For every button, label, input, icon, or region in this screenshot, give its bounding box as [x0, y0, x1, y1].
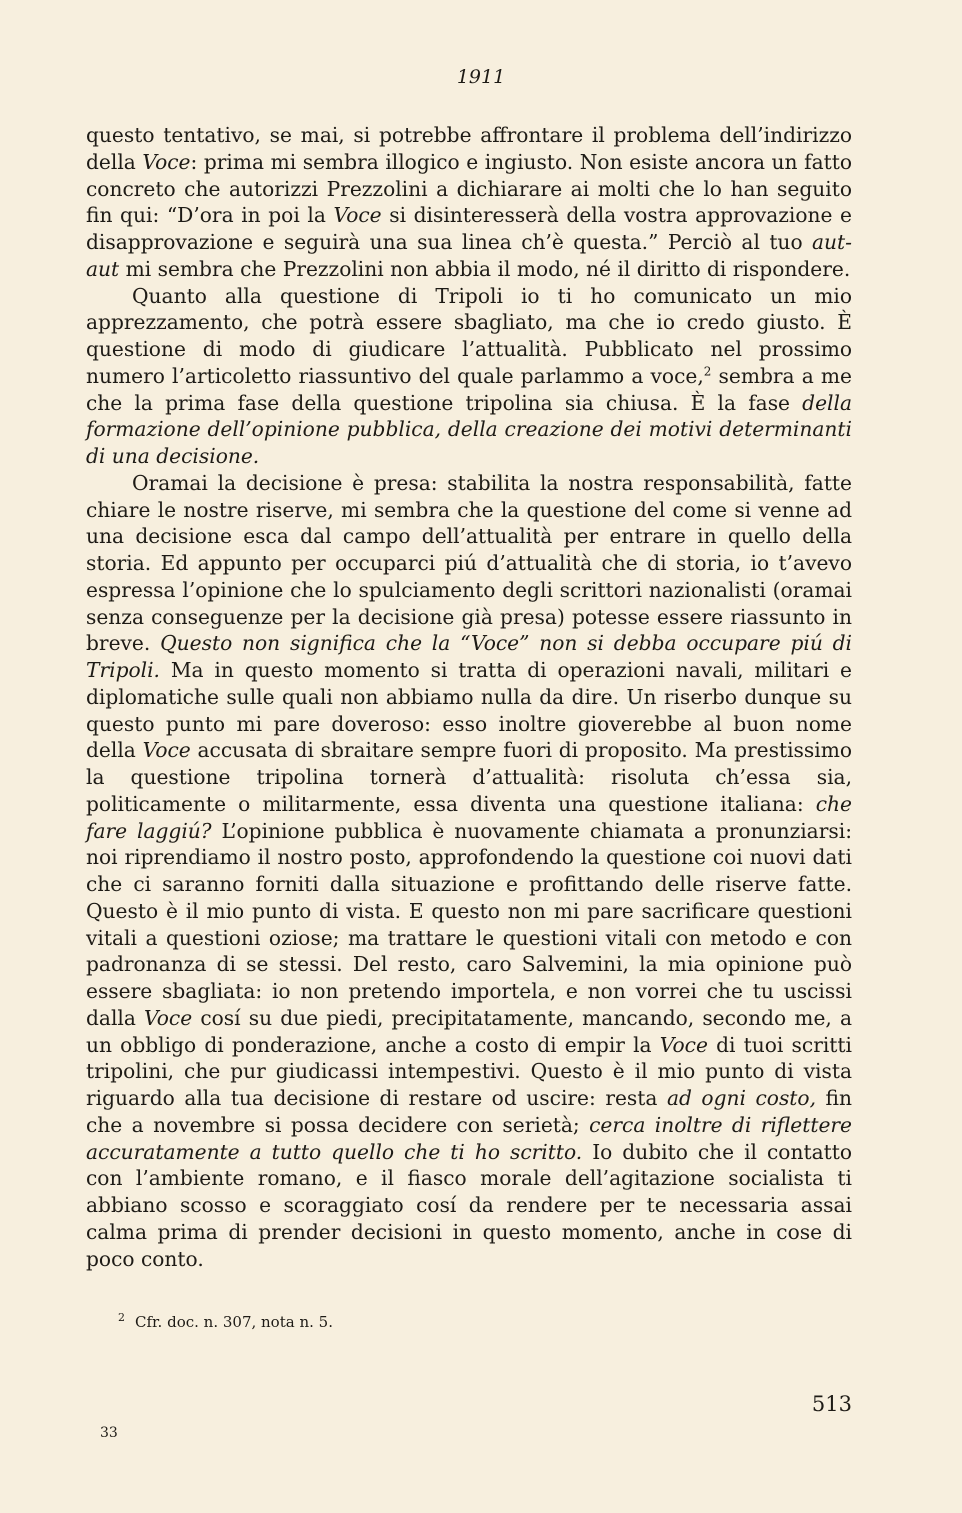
- italic-text: aut-aut: [86, 230, 852, 281]
- italic-text: Voce: [333, 203, 382, 228]
- paragraph: [86, 283, 852, 470]
- italic-text: Voce: [144, 1005, 193, 1030]
- footnote-reference: 2: [703, 364, 712, 379]
- text-run: Quanto alla questione di Tripoli io ti ho comunicato un mio apprezzamento, che potrà essere sbagliato, ma che io credo giusto. È questione di modo di giudicare l’attualità. Pubblicato nel prossimo numero l’articoletto riassuntivo del quale parlammo a voce,: [86, 283, 852, 388]
- footnote-text: Cfr. doc. n. 307, nota n. 5.: [135, 1313, 333, 1331]
- text-run: accusata di sbraitare sempre fuori di proposito. Ma prestissimo la questione tripolina tornerà d’attualità: risoluta ch’essa sia, politicamente o militarmente, essa diventa una questione italiana:: [86, 738, 852, 816]
- italic-text: Voce: [659, 1032, 708, 1057]
- italic-text: Voce: [142, 149, 191, 174]
- italic-text: Voce: [142, 738, 191, 763]
- italic-text: della formazione dell’opinione pubblica, della creazione dei motivi determinanti di una decisione.: [86, 390, 852, 468]
- text-run: Oramai la decisione è presa: stabilita la nostra responsabilità, fatte chiare le nostre riserve, mi sembra che la questione del come si venne ad una decisione esca dal campo dell’attualità per entrare in quello della storia. Ed appunto per occuparci piú d’attualità che di storia, io t’avevo espressa l’opinione che lo spulciamento degli scrittori nazionalisti (oramai senza conseguenze per la decisione già presa) potesse essere riassunto in breve.: [86, 470, 852, 656]
- text-run: sembra a me che la prima fase della questione tripolina sia chiusa. È la fase: [86, 363, 852, 415]
- italic-text: ad ogni costo,: [666, 1086, 816, 1110]
- page-number: 513: [811, 1392, 852, 1416]
- paragraph: [86, 470, 852, 1273]
- text-run: di tuoi scritti tripolini, che pur giudicassi intempestivi. Questo è il mio punto di vista riguardo alla tua decisione di restare od uscire: resta: [86, 1032, 852, 1110]
- body-text: [86, 122, 852, 1272]
- text-run: fin che a novembre si possa decidere con serietà;: [86, 1086, 852, 1137]
- italic-text: cerca inoltre di riflettere accuratamente a tutto quello che ti ho scritto.: [86, 1112, 852, 1164]
- text-run: mi sembra che Prezzolini non abbia il modo, né il diritto di rispondere.: [119, 256, 851, 281]
- paragraph: [86, 122, 852, 283]
- running-head: 1911: [456, 66, 506, 88]
- text-run: si disinteresserà della vostra approvazione e disapprovazione e seguirà una sua linea ch’è questa.” Perciò al tuo: [86, 203, 852, 254]
- text-run: : prima mi sembra illogico e ingiusto. Non esiste ancora un fatto concreto che autorizzi Prezzolini a dichiarare ai molti che lo han seguito fin qui: “D’ora in poi la: [86, 149, 852, 228]
- text-run: questo tentativo, se mai, si potrebbe affrontare il problema dell’indirizzo della: [86, 123, 852, 174]
- text-run: L’opinione pubblica è nuovamente chiamata a pronunziarsi: noi riprendiamo il nostro posto, approfondendo la questione coi nuovi dati che ci saranno forniti dalla situazione e profittando delle riserve fatte. Questo è il mio punto di vista. E questo non mi pare sacrificare questioni vitali a questioni oziose; ma trattare le questioni vitali con metodo e con padronanza di se stessi. Del resto, caro Salvemini, la mia opinione può essere sbagliata: io non pretendo importela, e non vorrei che tu uscissi dalla: [86, 818, 852, 1030]
- text-run: Ma in questo momento si tratta di operazioni navali, militari e diplomatiche sulle quali non abbiamo nulla da dire. Un riserbo dunque su questo punto mi pare doveroso: esso inoltre gioverebbe al buon nome della: [86, 658, 852, 763]
- footnote-number: 2: [118, 1311, 125, 1324]
- text-run: cosí su due piedi, precipitatamente, mancando, secondo me, a un obbligo di ponderazione, anche a costo di empir la: [86, 1005, 852, 1057]
- italic-text: Questo non significa che la “Voce” non si debba occupare piú di Tripoli.: [86, 631, 852, 682]
- italic-text: che fare laggiú?: [86, 791, 852, 843]
- footnote: [118, 1311, 333, 1331]
- text-run: Io dubito che il contatto con l’ambiente romano, e il fiasco morale dell’agitazione socialista ti abbiano scosso e scoraggiato cosí da rendere per te necessaria assai calma prima di prender decisioni in questo momento, anche in cose di poco conto.: [86, 1139, 852, 1271]
- signature-mark: 33: [100, 1425, 118, 1441]
